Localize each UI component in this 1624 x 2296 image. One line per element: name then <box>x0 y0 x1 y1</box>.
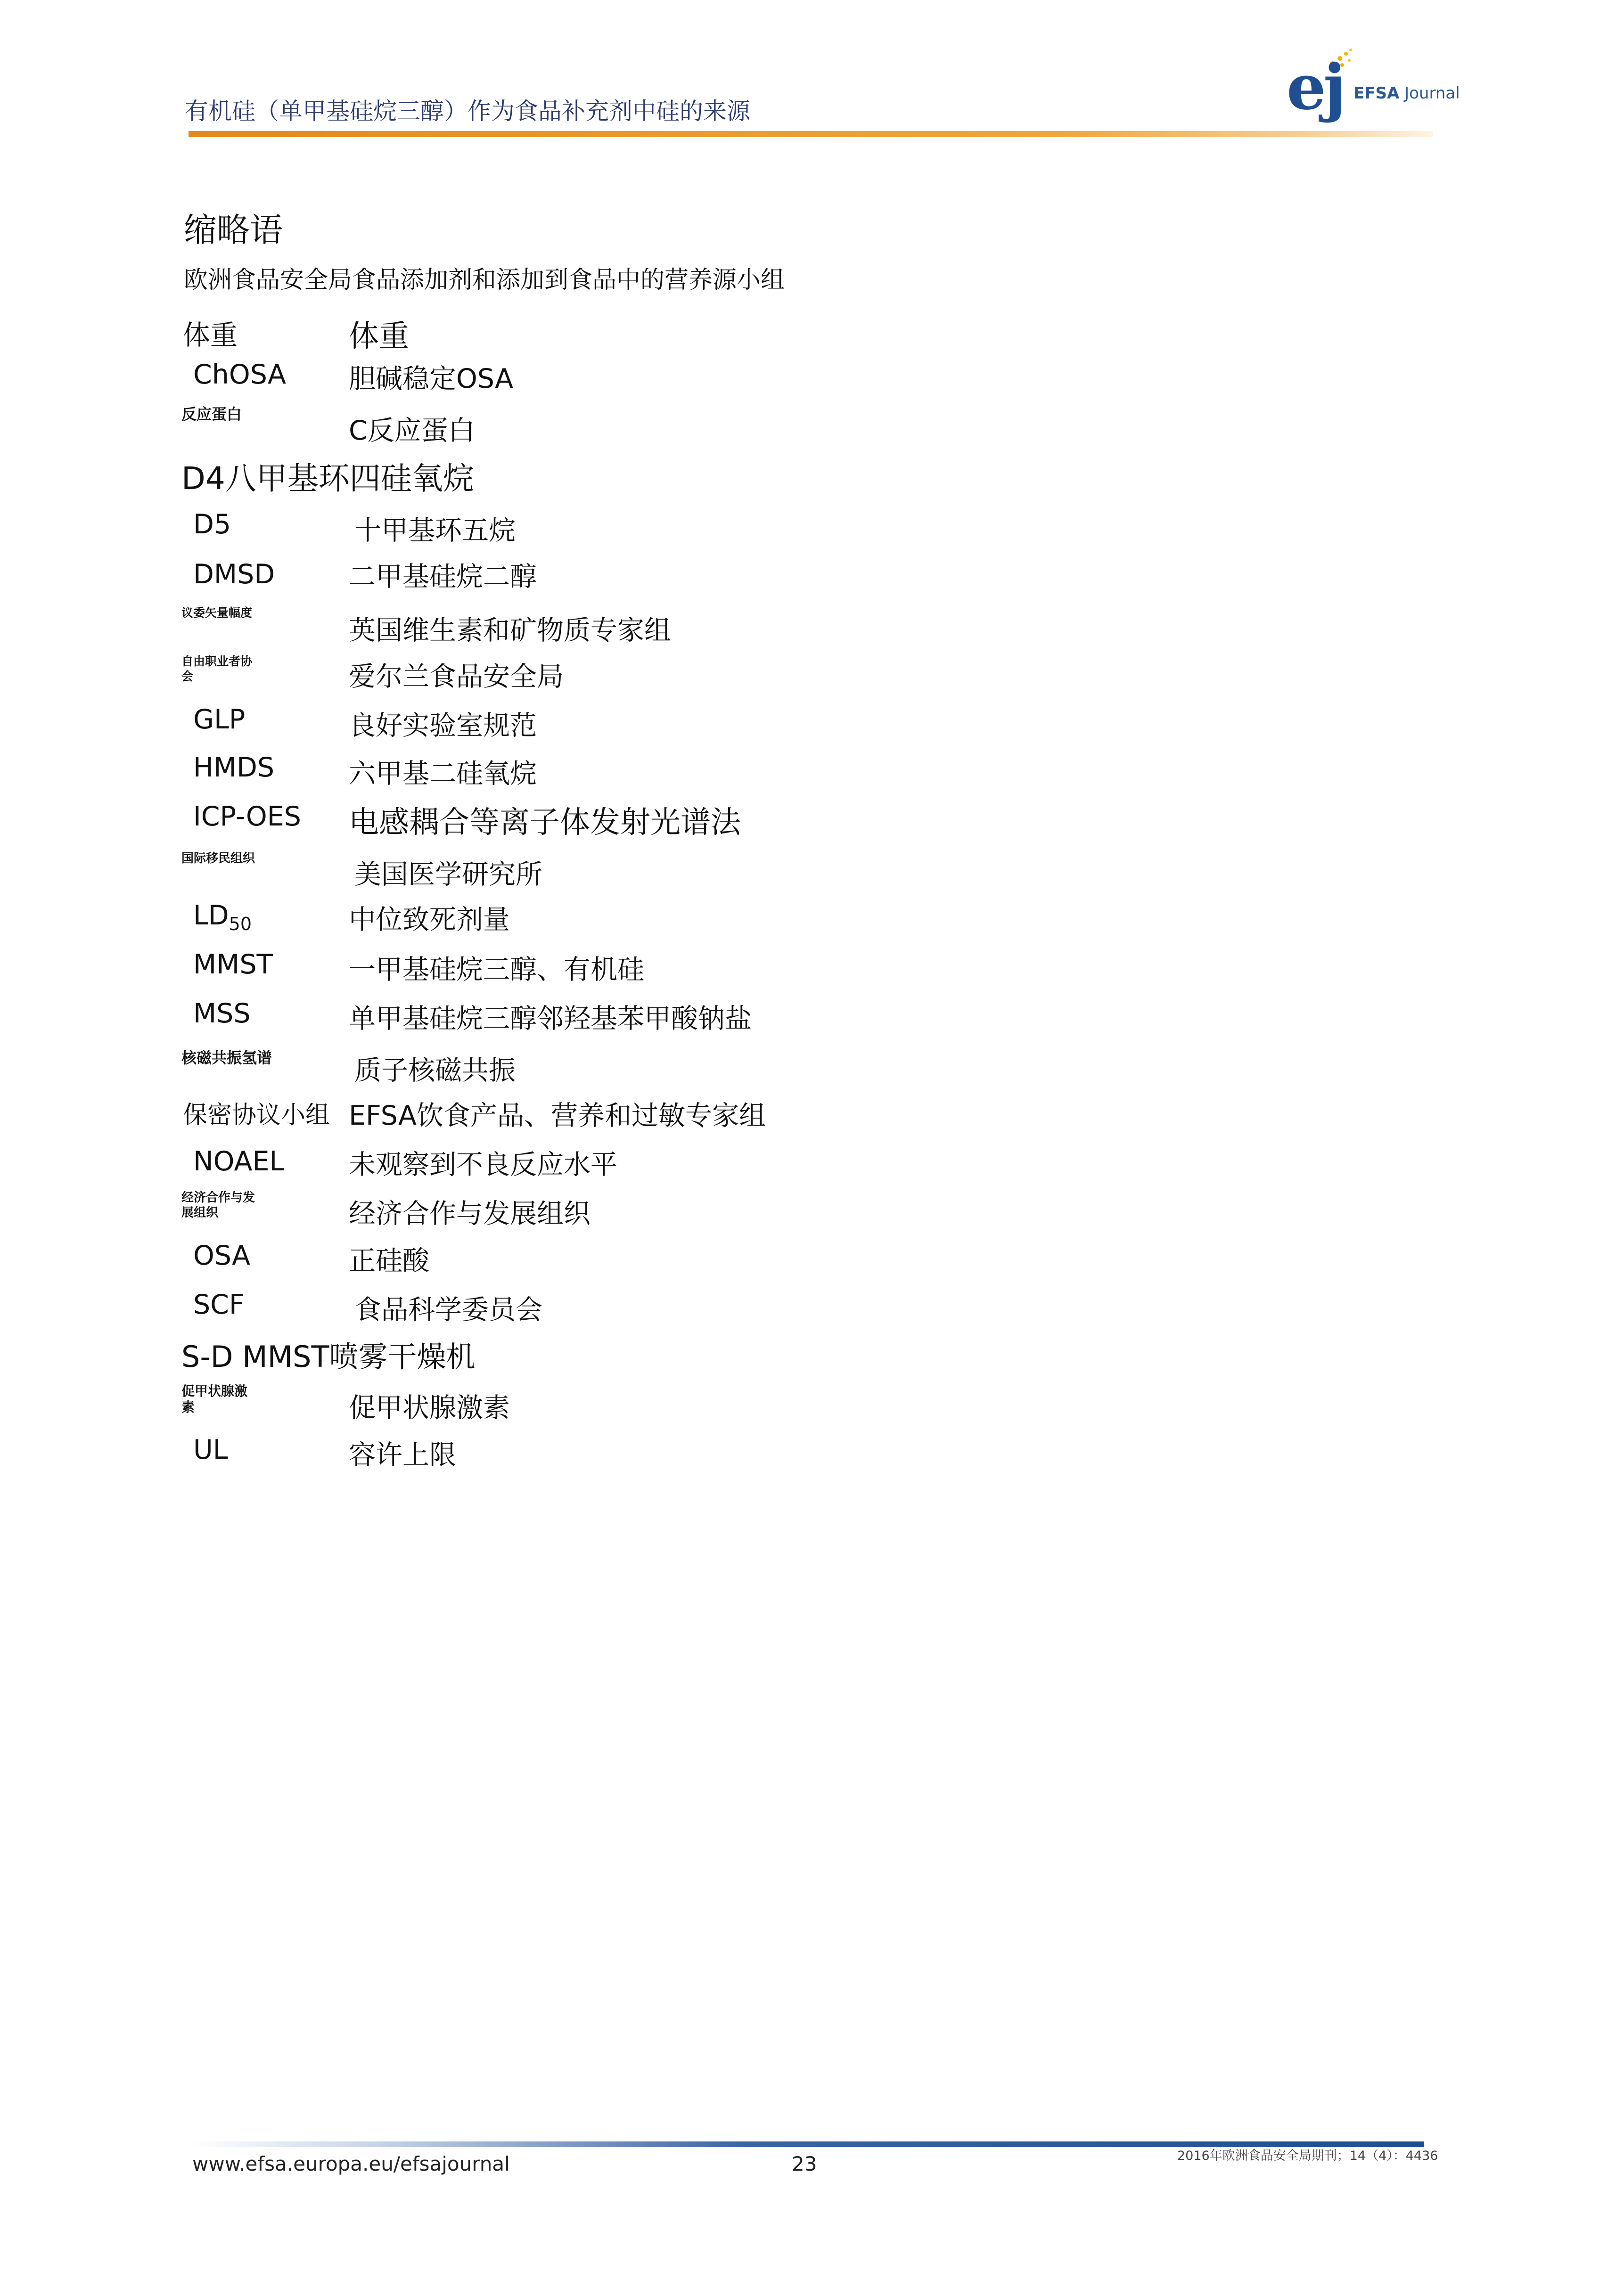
abbr-term: 反应蛋白 <box>181 405 242 423</box>
abbr-definition: 英国维生素和矿物质专家组 <box>349 615 671 646</box>
footer-citation: 2016年欧洲食品安全局期刊；14（4）：4436 <box>1177 2149 1438 2163</box>
logo-journal: Journal <box>1404 84 1460 103</box>
abbr-term: S-D MMST <box>181 1340 329 1374</box>
abbr-definition: 良好实验室规范 <box>349 710 537 741</box>
abbr-term: HMDS <box>193 752 275 783</box>
page-number: 23 <box>792 2152 817 2175</box>
logo-brand: EFSA <box>1353 84 1400 103</box>
abbr-term: MSS <box>193 998 251 1029</box>
abbr-definition: 容许上限 <box>349 1439 456 1471</box>
abbr-definition: 喷雾干燥机 <box>329 1340 476 1374</box>
abbr-term: ChOSA <box>193 359 287 390</box>
list-item <box>0 704 1624 751</box>
list-item <box>0 801 1624 848</box>
abbr-definition: 体重 <box>349 319 409 354</box>
abbr-definition: 一甲基硅烷三醇、有机硅 <box>349 954 644 985</box>
abbr-term: 保密协议小组 <box>183 1101 330 1129</box>
abbr-definition: 促甲状腺激素 <box>349 1392 510 1423</box>
abbr-term: MMST <box>193 949 273 980</box>
list-item <box>0 949 1624 996</box>
list-item <box>0 405 1624 452</box>
abbr-term-subscript: 50 <box>229 914 252 934</box>
logo-text <box>1353 84 1460 103</box>
abbr-definition: 六甲基二硅氧烷 <box>349 758 537 789</box>
list-item <box>0 604 1624 651</box>
running-header-title: 有机硅（单甲基硅烷三醇）作为食品补充剂中硅的来源 <box>185 98 750 125</box>
abbr-term: 议委矢量幅度 <box>181 606 253 620</box>
abbr-definition: 二甲基硅烷二醇 <box>349 561 537 592</box>
abbr-term: 自由职业者协会 <box>181 654 253 683</box>
abbr-term: GLP <box>193 704 246 735</box>
abbr-term: D5 <box>193 509 231 540</box>
abbr-definition: 单甲基硅烷三醇邻羟基苯甲酸钠盐 <box>349 1003 752 1034</box>
intro-line: 欧洲食品安全局食品添加剂和添加到食品中的营养源小组 <box>184 266 785 294</box>
abbr-definition: 中位致死剂量 <box>349 904 510 935</box>
abbr-term: NOAEL <box>193 1146 285 1177</box>
abbr-term: SCF <box>193 1289 245 1320</box>
list-item <box>0 1434 1624 1481</box>
list-item <box>181 453 474 498</box>
abbr-definition: 电感耦合等离子体发射光谱法 <box>349 805 741 840</box>
list-item <box>0 900 1624 947</box>
abbr-term-main: LD <box>193 900 229 931</box>
list-item <box>0 998 1624 1045</box>
list-item <box>0 1240 1624 1287</box>
efsa-journal-logo <box>1282 42 1460 132</box>
abbr-term: ICP-OES <box>193 801 301 832</box>
abbr-definition: EFSA饮食产品、营养和过敏专家组 <box>349 1100 766 1131</box>
abbr-definition: 正硅酸 <box>349 1245 429 1276</box>
list-item <box>181 1333 475 1375</box>
list-item <box>0 653 1624 700</box>
section-title: 缩略语 <box>184 211 283 249</box>
footer-url[interactable]: www.efsa.europa.eu/efsajournal <box>192 2152 510 2175</box>
abbr-definition: 质子核磁共振 <box>354 1055 516 1086</box>
abbr-definition: 胆碱稳定OSA <box>349 363 514 394</box>
list-item <box>0 851 1624 898</box>
abbr-term: OSA <box>193 1240 251 1271</box>
abbr-definition: 八甲基环四硅氧烷 <box>225 460 474 497</box>
abbr-term: UL <box>193 1434 228 1465</box>
abbr-definition: 未观察到不良反应水平 <box>349 1149 617 1180</box>
abbr-term: D4 <box>181 460 225 497</box>
logo-mark: ej <box>1287 51 1343 124</box>
list-item <box>0 1142 1624 1189</box>
list-item <box>0 752 1624 799</box>
abbr-definition: 美国医学研究所 <box>354 859 542 890</box>
list-item <box>0 1383 1624 1430</box>
abbr-definition: 食品科学委员会 <box>354 1294 542 1325</box>
list-item <box>0 555 1624 602</box>
list-item <box>0 307 1624 354</box>
list-item <box>0 1190 1624 1237</box>
abbr-term: 核磁共振氢谱 <box>181 1049 272 1067</box>
abbr-term: 体重 <box>183 319 238 351</box>
list-item <box>0 509 1624 556</box>
header-rule <box>189 131 1433 137</box>
abbr-definition: 十甲基环五烷 <box>354 515 516 546</box>
list-item <box>0 359 1624 406</box>
abbr-term: 国际移民组织 <box>181 851 255 866</box>
list-item <box>0 1093 1624 1140</box>
list-item <box>0 1047 1624 1094</box>
abbr-term: 促甲状腺激素 <box>181 1383 248 1415</box>
abbr-term: 经济合作与发展组织 <box>181 1191 255 1220</box>
abbr-definition: C反应蛋白 <box>349 415 475 446</box>
abbr-term <box>193 900 252 934</box>
abbr-definition: 爱尔兰食品安全局 <box>349 661 564 692</box>
list-item <box>0 1289 1624 1336</box>
abbr-definition: 经济合作与发展组织 <box>349 1198 591 1229</box>
abbr-term: DMSD <box>193 559 275 590</box>
